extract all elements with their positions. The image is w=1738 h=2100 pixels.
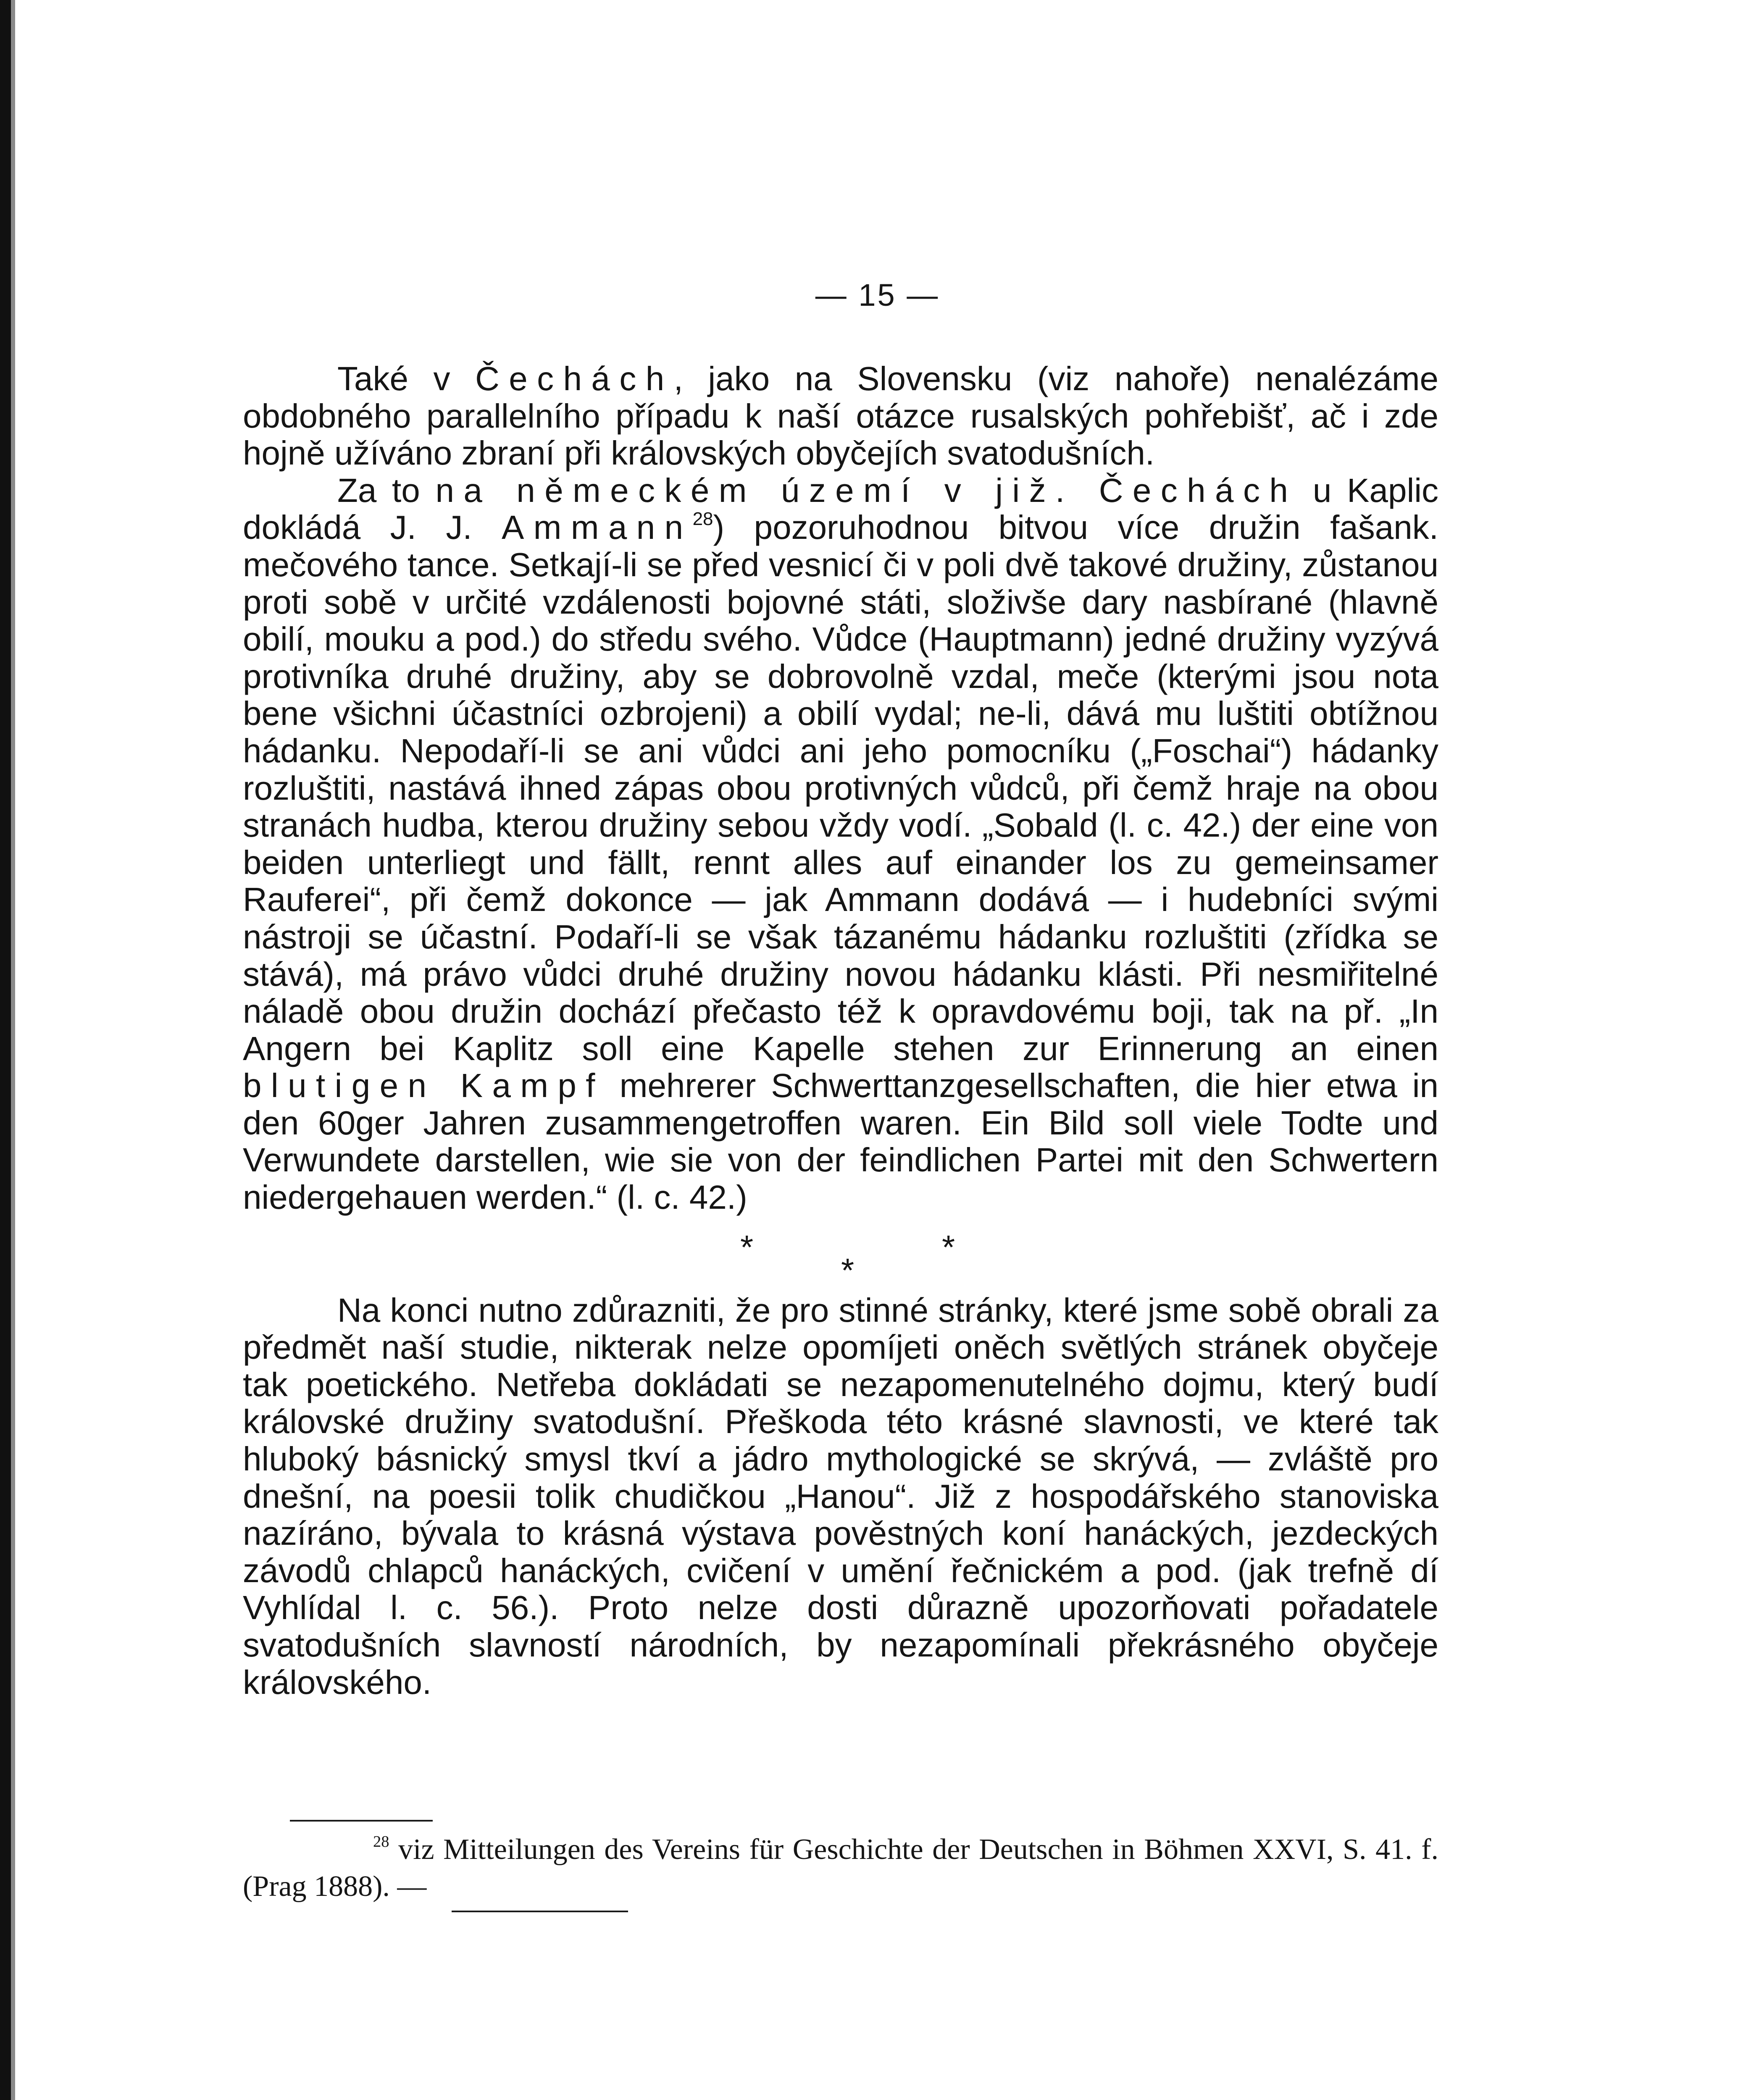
asterisk: * <box>740 1228 754 1266</box>
footnote-rule <box>290 1820 433 1822</box>
paragraph-1: Také v Čechách, jako na Slovensku (viz nahoře) nenalézáme obdobného parallelního případu k naší otázce rusalských pohřebišť, ač i zde hojně užíváno zbraní při královských obyčejích svatodušních. <box>243 360 1438 472</box>
spaced-emphasis: blutigen Kampf <box>243 1067 605 1105</box>
footnote-marker: 28 <box>373 1833 389 1851</box>
book-spine-edge <box>0 0 11 2100</box>
book-spine-shadow <box>11 0 15 2100</box>
footnote <box>243 1831 1438 1912</box>
page-number: — 15 — <box>815 278 940 312</box>
section-separator <box>243 1229 1438 1292</box>
spaced-emphasis: Ammann <box>502 509 693 546</box>
spaced-emphasis: na německém území v již. Čechách <box>435 471 1298 509</box>
asterisk: * <box>841 1251 855 1289</box>
paragraph-2: Za to na německém území v již. Čechách u Kaplic dokládá J. J. Ammann$^{28}$) pozoruhodnou bitvou více družin fašank. mečového tance. Setkají-li se před vesnicí či v poli dvě takové družiny, zůstanou proti sobě v určité vzdálenosti bojovné státi, složivše dary nasbírané (hlavně obilí, mouku a pod.) do středu svého. Vůdce (Hauptmann) jedné družiny vyzývá protivníka druhé družiny, aby se dobrovolně vzdal, meče (kterými jsou nota bene všichni účastníci ozbrojeni) a obilí vydal; ne-li, dává mu luštiti obtížnou hádanku. Nepodaří-li se ani vůdci ani jeho pomocníku („Foschai“) hádanky rozluštiti, nastává ihned zápas obou protivných vůdců, při čemž hraje na obou stranách hudba, kterou družiny sebou vždy vodí. „Sobald (l. c. 42.) der eine von beiden unterliegt und fällt, rennt alles auf einander los zu gemeinsamer Rauferei“, při čemž dokonce — jak Ammann dodává — i hudebníci svými nástroji se účastní. Podaří-li se však tázanému hádanku rozluštiti (zřídka se stává), má právo vůdci druhé družiny novou hádanku klásti. Při nesmiřitelné náladě obou družin dochází přečasto též k opravdovému boji, tak na př. „In Angern bei Kaplitz soll eine Kapelle stehen zur Erinnerung an einen blutigen Kampf mehrerer Schwerttanzgesellschaften, die hier etwa in den 60ger Jahren zusammengetroffen waren. Ein Bild soll viele Todte und Verwundete darstellen, wie sie von der feindlichen Partei mit den Schwertern niedergehauen werden.“ (l. c. 42.) <box>243 471 1438 1216</box>
paragraph-3: Na konci nutno zdůrazniti, že pro stinné stránky, které jsme sobě obrali za předmět naší studie, nikterak nelze opomíjeti oněch světlých stránek obyčeje tak poetického. Netřeba dokládati se nezapomenutelného dojmu, který budí královské družiny svatodušní. Přeškoda této krásné slavnosti, ve které tak hluboký básnický smysl tkví a jádro mythologické se skrývá, — zvláště pro dnešní, na poesii tolik chudičkou „Hanou“. Již z hospodářského stanoviska nazíráno, bývala to krásná výstava pověstných koní hanáckých, jezdeckých závodů chlapců hanáckých, cvičení v umění řečnickém a pod. (jak trefně dí Vyhlídal l. c. 56.). Proto nelze dosti důrazně upozorňovati pořadatele svatodušních slavností národních, by nezapomínali překrásného obyčeje královského. <box>243 1291 1438 1701</box>
asterisk: * <box>942 1228 955 1266</box>
end-rule <box>452 1911 628 1912</box>
footnote-text: viz Mitteilungen des Vereins für Geschichte der Deutschen in Böhmen XXVI, S. 41. f. (Prag 1888). — <box>243 1833 1438 1903</box>
spaced-emphasis: Čechách <box>475 360 674 397</box>
footnote-reference: 28 <box>692 509 713 530</box>
scanned-page <box>17 0 1738 2100</box>
main-text <box>243 360 1438 1701</box>
